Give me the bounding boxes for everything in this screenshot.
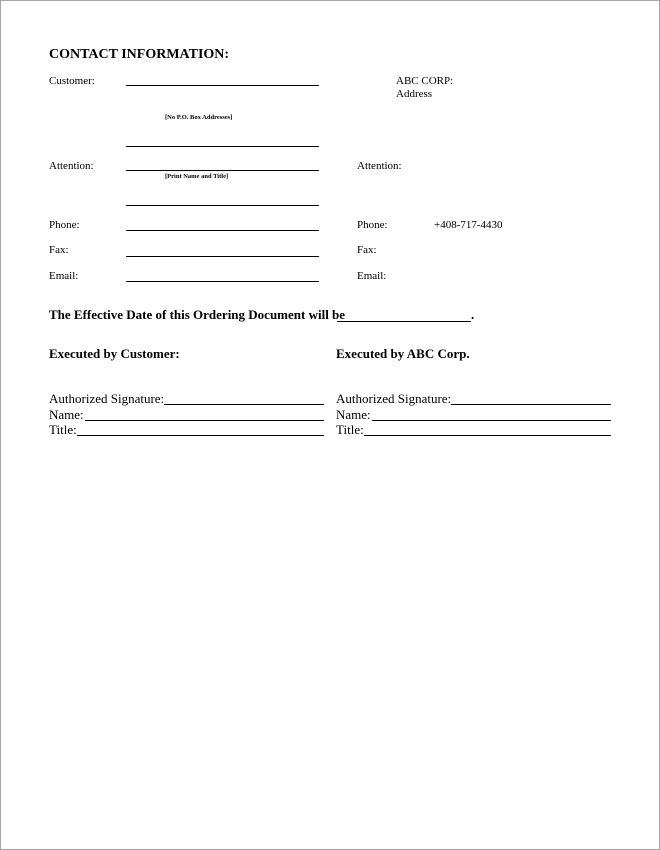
email-label: Email: xyxy=(49,270,79,282)
attention-line[interactable] xyxy=(126,170,319,171)
print-name-note: [Print Name and Title] xyxy=(165,173,229,180)
vendor-name: ABC CORP: xyxy=(396,75,454,87)
vendor-email-label: Email: xyxy=(357,270,387,282)
effective-date-period: . xyxy=(471,307,475,322)
customer-signature-line[interactable] xyxy=(164,404,324,405)
phone-line[interactable] xyxy=(126,230,319,231)
vendor-title-label: Title: xyxy=(336,422,364,437)
customer-label: Customer: xyxy=(49,75,95,87)
effective-date-text: The Effective Date of this Ordering Document will be xyxy=(49,307,346,322)
customer-address-line[interactable] xyxy=(126,146,319,147)
vendor-phone-label: Phone: xyxy=(357,219,388,231)
vendor-attention-label: Attention: xyxy=(357,160,402,172)
attention-second-line[interactable] xyxy=(126,205,319,206)
vendor-name-label: Name: xyxy=(336,407,371,422)
vendor-title-line[interactable] xyxy=(364,435,611,436)
customer-title-line[interactable] xyxy=(77,435,324,436)
vendor-signature-label: Authorized Signature: xyxy=(336,391,452,406)
vendor-address: Address xyxy=(396,88,433,100)
executed-by-customer-heading: Executed by Customer: xyxy=(49,346,180,361)
phone-label: Phone: xyxy=(49,219,80,231)
fax-label: Fax: xyxy=(49,244,69,256)
vendor-signature-line[interactable] xyxy=(451,404,611,405)
attention-label: Attention: xyxy=(49,160,94,172)
customer-name-line[interactable] xyxy=(85,420,324,421)
vendor-name-line[interactable] xyxy=(372,420,611,421)
effective-date-line[interactable] xyxy=(337,321,471,322)
contact-information-heading: CONTACT INFORMATION: xyxy=(49,47,230,62)
fax-line[interactable] xyxy=(126,256,319,257)
customer-title-label: Title: xyxy=(49,422,77,437)
vendor-fax-label: Fax: xyxy=(357,244,377,256)
vendor-phone-value: +408-717-4430 xyxy=(434,219,503,231)
customer-name-label: Name: xyxy=(49,407,84,422)
email-line[interactable] xyxy=(126,281,319,282)
executed-by-vendor-heading: Executed by ABC Corp. xyxy=(336,346,470,361)
customer-line[interactable] xyxy=(126,85,319,86)
po-box-note: [No P.O. Box Addresses] xyxy=(165,114,233,121)
customer-signature-label: Authorized Signature: xyxy=(49,391,165,406)
